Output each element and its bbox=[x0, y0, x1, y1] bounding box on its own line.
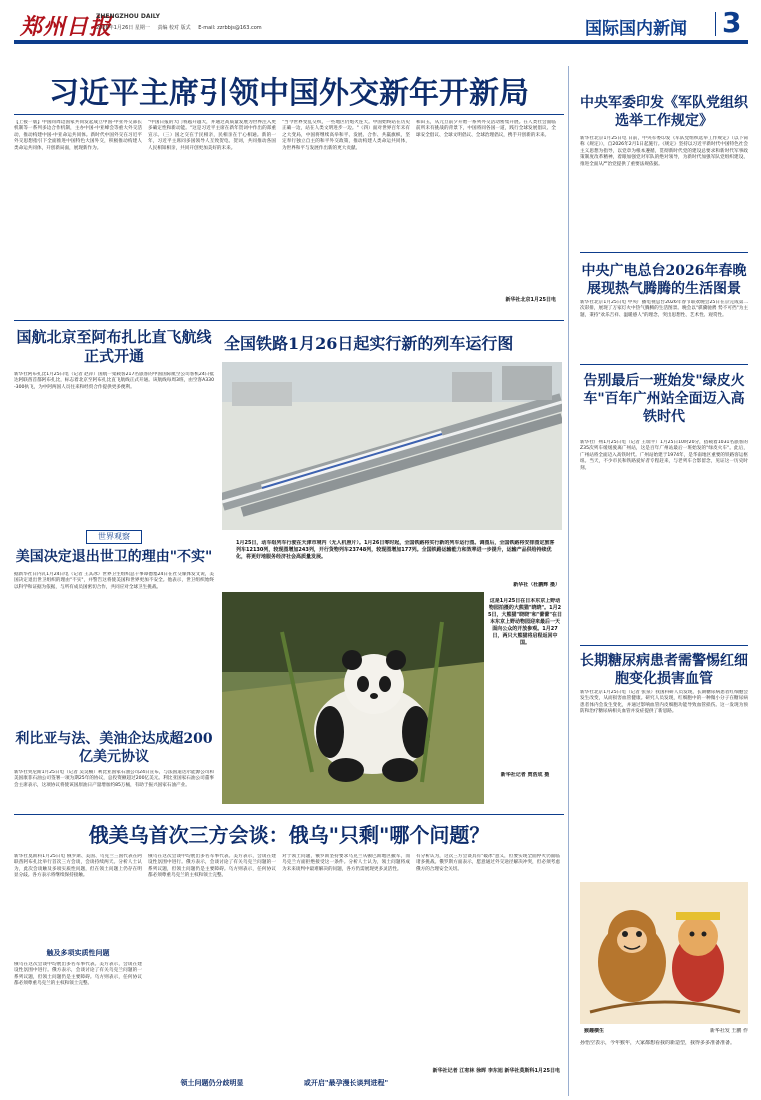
festival-rule bbox=[580, 364, 748, 365]
panda-caption: 这是1月25日在日本东京上野动物园拍摄的大熊猫"晓晓"。1月25日，大熊猫"晓晓"和"蕾蕾"在日本东京上野动物园迎来最后一天面向公众的开放参观。1月27日，两只大熊猫将启程返回中国。 bbox=[488, 598, 562, 646]
trilateral-col-1b: 俄乌在这次会谈中均展出多名军事代表。美方表示，会谈在建设性氛围中进行。俄方表示，会谈讨论了有关乌克兰问题的一系列议题，但领土问题仍是主要障碍。乌方则表示，任何协议都必须尊重乌克兰的主权和领土完整。 bbox=[14, 962, 142, 987]
lead-col-4: 和田玉，从元旦前夕开始一系列外交活动密集开展。在人类社会面临前所未有挑战的背景下，中国将同各国一道，践行全球发展倡议、全球安全倡议、全球文明倡议、全球治理倡议，携手开创新的未来。 bbox=[416, 120, 556, 138]
masthead-bar bbox=[14, 40, 748, 44]
newspaper-logo: 郑州日报 bbox=[20, 14, 113, 40]
bottom-rule bbox=[14, 814, 564, 815]
festival-body: 新华社北京1月25日电 中央广播电视总台2026年春节联欢晚会25日在京完成第二次彩排，展现了万家灯火中热气腾腾的生活图景。晚会以"骐骥驰骋 势不可挡"为主题，秉持"欢乐吉祥、温暖感人"的理念，突出思想性、艺术性、观赏性。 bbox=[580, 300, 748, 318]
panda-photo-image bbox=[222, 592, 484, 804]
festival-headline: 中央广电总台2026年春晚展现热气腾腾的生活图景 bbox=[581, 263, 747, 297]
lead-headline: 习近平主席引领中国外交新年开新局 bbox=[49, 76, 529, 111]
masthead bbox=[0, 0, 761, 62]
cartoon-panel bbox=[580, 882, 748, 1024]
lead-col-2: "中国日报的大门将越开越大，并通过高质量发展为世界注入更多确定性和新动能。"这是习近平主席在新年贺词中作出的郑重宣示。（三）国之交在于民相亲，民相亲在于心相通。新的一年，习近平主席同多国领导人互致贺电、贺词，共同推动各国人民相知相亲，共同开创更加美好的未来。 bbox=[148, 120, 276, 151]
date-text: 2026年1月26日 星期一 bbox=[96, 25, 150, 31]
lead-col-1: 【上接一版】中国同周边国家共同发起成立中国-中亚外交部长机制等一系列多边合作机制，主办中国-中亚峰会等重大外交活动，推动构建中国-中亚命运共同体。新时代中国外交在习近平外交思想指引下全面推进中国特色大国外交，积极推动构建人类命运共同体，开创新局面，展现新作为。 bbox=[14, 120, 142, 151]
trilateral-subhead-2: 领土问题仍分歧明显 bbox=[180, 1079, 244, 1087]
trilateral-col-3: 对于领土问题，俄罗斯坚持要求乌克兰从顿巴斯地区撤军，而乌克兰方面拒绝接受这一条件。分析人士认为，领土问题将成为未来谈判中最难解决的问题，各方仍需展现更多灵活性。 bbox=[282, 854, 410, 872]
trilateral-col-4: 有分析认为，这次三方会谈具有"破冰"意义，但要实现全面停火仍面临诸多挑战。俄罗斯方面表示，愿意通过外交途径解决冲突，但必须考虑俄方的合理安全关切。 bbox=[416, 854, 560, 872]
world-headline: 美国决定退出世卫的理由"不实" bbox=[15, 549, 213, 565]
newspaper-pinyin: ZHENGZHOU DAILY bbox=[96, 13, 160, 20]
email-text: E-mail: zzrbbjs@163.com bbox=[198, 25, 262, 31]
diabetes-headline: 长期糖尿病患者需警惕红细胞变化损害血管 bbox=[580, 653, 748, 687]
lead-col-3: "当今世界变乱交织，一些地区仍炮火连天。中国始终站在历史正确一边，站在人类文明进步一边。"（四）面对世界百年未有之大变局，中国将继续高举和平、发展、合作、共赢旗帜，坚定奉行独立自主的和平外交政策，推动构建人类命运共同体，为世界和平与发展作出新的更大贡献。 bbox=[282, 120, 410, 151]
section-divider bbox=[715, 12, 716, 36]
libya-body: 新华社突尼斯1月25日电（记者 吴昊楠）利比亚国家石油公司24日宣布，与法国道达尔能源公司和美国康菲石油公司签署一项为期25年的协议，总投资额超过200亿美元。利比亚国家石油公司董事会主席表示，这项协议将使该国原油日产量增加约85万桶，有助于振兴国家石油产业。 bbox=[14, 770, 214, 788]
trilateral-subhead-1: 触及多项实质性问题 bbox=[46, 949, 110, 957]
lead-rule bbox=[14, 114, 564, 115]
trilateral-author: 新华社记者 江宥林 徐晖 李东旭 新华社莫斯科1月25日电 bbox=[432, 1068, 560, 1074]
military-rule bbox=[580, 252, 748, 253]
aviation-body: 新华社阿布扎比1月25日电（记者 赵萍）国航一架载客217名旅客的中国国际航空公司客机24日抵达阿联酋首都阿布扎比，标志着北京至阿布扎比直飞航线正式开通。该航线每周3班，由空客A330-300执飞，为中阿两国人员往来和经贸合作提供更多便利。 bbox=[14, 372, 214, 390]
rail-headline: 全国铁路1月26日起实行新的列车运行图 bbox=[224, 334, 514, 353]
lead-author: 新华社北京1月25日电 bbox=[505, 297, 556, 303]
section-title: 国际国内新闻 bbox=[585, 19, 687, 39]
panda-photo bbox=[222, 592, 484, 804]
right-column-divider bbox=[568, 66, 569, 1096]
diabetes-body: 新华社北京1月25日电（记者 张泉）我国科研人员发现，长期糖尿病患者红细胞会发生改变，从而损害血管健康。研究人员发现，红细胞中的一种微小分子在糖尿病患者体内会发生变化，并通过影响血管内皮细胞功能导致血管损伤。这一发现为预防和治疗糖尿病相关血管并发症提供了新思路。 bbox=[580, 690, 748, 715]
middle-rule bbox=[14, 320, 564, 321]
panda-credit: 新华社记者 贾浩成 摄 bbox=[500, 772, 550, 778]
trilateral-col-2: 俄乌在这次会谈中均展出多名军事代表。美方表示，会谈在建设性氛围中进行。俄方表示，会谈讨论了有关乌克兰问题的一系列议题，但领土问题仍是主要障碍。乌方则表示，任何协议都必须尊重乌克兰的主权和领土完整。 bbox=[148, 854, 276, 879]
rail-aerial-photo bbox=[222, 362, 562, 530]
world-tag: 世界观察 bbox=[86, 530, 142, 544]
military-body: 新华社北京1月25日电 日前，中央军委印发《军队党组织选举工作规定》（以下简称《规定》），自2026年2月1日起施行。《规定》坚持以习近平新时代中国特色社会主义思想为指导，以党章为根本遵循，贯彻新时代党的建设总要求和新时代军事政策制度改革精神，着眼加强党对军队的绝对领导，为新时代加强军队党组织建设、推进全面从严治党提供了重要法规依据。 bbox=[580, 136, 748, 167]
rail-photo bbox=[222, 362, 562, 530]
rail-caption: 1月25日，动车组列车行驶在天津市境内（无人机照片）。1月26日零时起，全国铁路将实行新的列车运行图。调图后，全国铁路将安排图定旅客列车12130列，较现图增加243列，开行货物列车23748列，较现图增加177列。全国铁路运输能力和效率进一步提升，运输产品供给持续优化，将更好地服务经济社会高质量发展。 bbox=[236, 540, 555, 560]
cartoon-text: 孙悟空表示，今年猴年，大家都想看我的新造型，我得多多准备准备。 bbox=[580, 1040, 736, 1046]
train-rule bbox=[580, 645, 748, 646]
editor-text: 责编 校对 版式 bbox=[157, 25, 191, 31]
cartoon-credit: 新华社发 王鹏 作 bbox=[709, 1028, 748, 1034]
train-body: 新华社广州1月25日电（记者 王瑞平）1月25日10时20分，搭载着1031名旅客的Z35次列车缓缓驶离广州站，这是百年广州站最后一班始发的"绿皮火车"。此后，广州站将全面迈入高铁时代。广州站始建于1974年，是华南地区重要的铁路客运枢纽。当天，不少市民和铁路爱好者专程赶来，与老列车合影留念，见证这一历史时刻。 bbox=[580, 440, 748, 471]
aviation-headline: 国航北京至阿布扎比直飞航线正式开通 bbox=[16, 328, 212, 365]
libya-headline: 利比亚与法、美油企达成超200亿美元协议 bbox=[15, 731, 213, 765]
page-number: 3 bbox=[722, 6, 742, 39]
train-headline: 告别最后一班始发"绿皮火车"百年广州站全面迈入高铁时代 bbox=[583, 373, 745, 425]
monkey-cartoon-illustration bbox=[580, 882, 748, 1024]
trilateral-headline: 俄美乌首次三方会谈：俄乌"只剩"哪个问题？ bbox=[88, 823, 490, 847]
dateline bbox=[96, 24, 262, 31]
world-body: 据新华社日内瓦1月24日电（记者 王其冰）世界卫生组织总干事谭德塞24日在社交媒体发文说，美国决定退出世卫组织的理由"不实"，并警告这将使美国和世界更加不安全。他表示，世卫组织始终以科学和证据为依据，与所有成员国密切合作，共同应对全球卫生挑战。 bbox=[14, 572, 214, 590]
military-headline: 中央军委印发《军队党组织选举工作规定》 bbox=[580, 95, 748, 129]
rail-credit: 新华社（杜鹏辉 摄） bbox=[513, 582, 560, 588]
trilateral-col-1: 新华社莫斯科1月25日电 俄罗斯、美国、乌克兰三国代表在阿联酋阿布扎比举行首次三方会谈，会谈持续两天。分析人士认为，此次会谈触及多项实质性问题，但在领土问题上仍存在明显分歧。各方表示将继续保持接触。 bbox=[14, 854, 142, 879]
trilateral-subhead-3: 或开启"最孕漫长谈判进程" bbox=[303, 1079, 389, 1087]
cartoon-title: 猴趣横生 bbox=[584, 1028, 605, 1034]
